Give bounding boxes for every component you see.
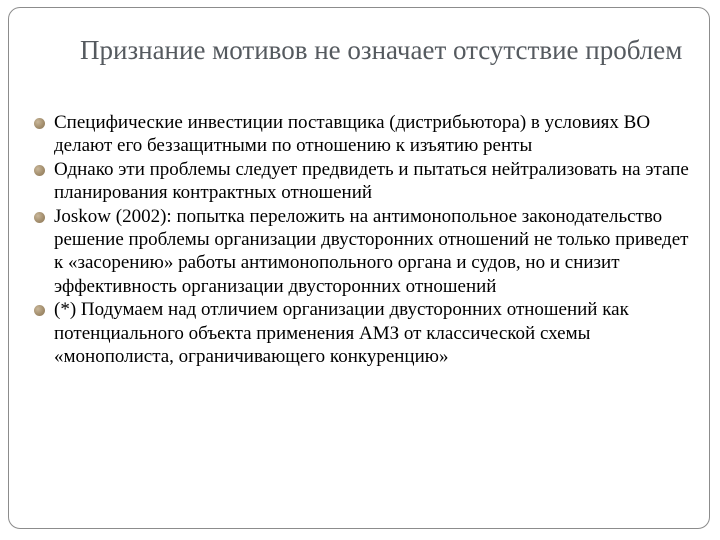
bullet-item xyxy=(40,205,700,299)
bullet-text: (*) Подумаем над отличием организации двусторонних отношений как потенциального объекта применения АМЗ от классической схемы «монополиста, ограничивающего конкуренцию» xyxy=(54,299,629,368)
bullet-dot-icon xyxy=(34,118,45,129)
bullet-text: Однако эти проблемы следует предвидеть и пытаться нейтрализовать на этапе планирования контрактных отношений xyxy=(54,158,689,204)
bullet-list xyxy=(40,111,700,368)
bullet-item xyxy=(40,111,700,158)
bullet-dot-icon xyxy=(34,305,45,316)
bullet-dot-icon xyxy=(34,165,45,176)
slide-title: Признание мотивов не означает отсутствие проблем xyxy=(80,35,683,65)
bullet-dot-icon xyxy=(34,212,45,223)
bullet-item xyxy=(40,298,700,368)
bullet-text: Joskow (2002): попытка переложить на антимонопольное законодательство решение проблемы организации двусторонних отношений не только приведет к «засорению» работы антимонопольного органа и судов, но и снизит эффективность организации двусторонних отношений xyxy=(54,205,689,297)
bullet-text: Специфические инвестиции поставщика (дистрибьютора) в условиях ВО делают его беззащитными по отношению к изъятию ренты xyxy=(54,112,651,157)
bullet-item xyxy=(40,158,700,205)
